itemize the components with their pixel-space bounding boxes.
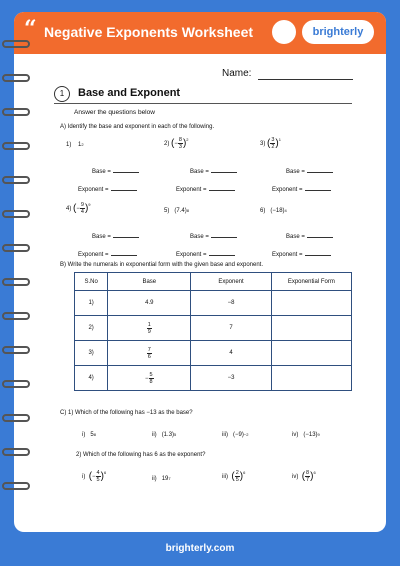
binding-ring [2,278,30,286]
section-title: Base and Exponent [78,87,181,99]
binding-ring [2,210,30,218]
part-c-question-1: C) 1) Which of the following has −13 as the base? [60,410,193,416]
fraction: $\frac{2}{5}$ [235,470,239,483]
fraction: $\frac{8}{7}$ [306,470,310,483]
answer-cell[interactable] [271,366,351,391]
exponent-answer-3: Exponent = [272,187,331,193]
worksheet-header [14,12,386,54]
q1-option-1[interactable]: i) $5^8$ [82,432,96,438]
q2-option-2[interactable]: ii) $19^7$ [152,476,171,482]
section-subtitle: Answer the questions below [74,109,155,116]
fraction: $\frac{3}{2}$ [271,137,275,150]
part-a-item-4: 4) (− $\frac{9}{4}$ )$^9$ [66,202,91,215]
binding-ring [2,380,30,388]
header-exponential-form: Exponential Form [271,273,351,291]
base-answer-3: Base = [286,169,333,175]
base-answer-2: Base = [190,169,237,175]
exponent-table [74,272,352,391]
name-label: Name: [222,68,252,79]
part-a-item-1: 1) $1^2$ [66,142,84,148]
exponent-answer-5: Exponent = [176,252,235,258]
exponent-answer-1: Exponent = [78,187,137,193]
binding-ring [2,142,30,150]
fraction: $\frac{7}{6}$ [147,346,151,360]
part-a-instruction: A) Identify the base and exponent in each of the following. [60,124,215,130]
brighterly-logo: brighterly [302,20,374,44]
q1-option-2[interactable]: ii) $(1.3)^5$ [152,432,177,438]
q1-option-3[interactable]: iii) $(-9)^{-2}$ [222,432,249,438]
exponent-answer-6: Exponent = [272,252,331,258]
binding-ring [2,312,30,320]
fraction: $\frac{1}{9}$ [147,321,151,335]
binding-ring [2,176,30,184]
part-a-item-6: 6) $(-18)^4$ [260,208,287,214]
binding-ring [2,244,30,252]
quote-mark: “ [24,16,37,42]
answer-cell[interactable] [271,341,351,366]
binding-ring [2,448,30,456]
header-sno: S.No [75,273,108,291]
part-b-instruction: B) Write the numerals in exponential form with the given base and exponent. [60,262,264,268]
exponent-answer-2: Exponent = [176,187,235,193]
section-number: 1 [54,86,70,102]
binding-ring [2,414,30,422]
header-circle-icon [272,20,296,44]
header-exponent: Exponent [191,273,271,291]
base-answer-1: Base = [92,169,139,175]
fraction: $\frac{5}{8}$ [149,371,153,385]
worksheet-page [14,12,386,532]
table-header-row [75,273,352,291]
name-line [258,79,353,80]
worksheet-title: Negative Exponents Worksheet [44,24,254,40]
table-row: 1) 4.9 −8 [75,291,352,316]
exponent-answer-4: Exponent = [78,252,137,258]
header-base: Base [108,273,191,291]
binding-ring [2,40,30,48]
base-answer-4: Base = [92,234,139,240]
base-answer-6: Base = [286,234,333,240]
fraction: $\frac{8}{3}$ [178,137,182,150]
q1-option-4[interactable]: iv) $(-13)^9$ [292,432,320,438]
fraction: $\frac{4}{5}$ [96,470,100,483]
answer-cell[interactable] [271,316,351,341]
answer-cell[interactable] [271,291,351,316]
base-answer-5: Base = [190,234,237,240]
q2-option-1[interactable]: i) (− $\frac{4}{5}$ )$^6$ [82,470,107,483]
part-a-item-2: 2) (− $\frac{8}{3}$ )$^2$ [164,137,189,150]
part-a-item-3: 3) ( $\frac{3}{2}$ )$^1$ [260,137,281,150]
q2-option-3[interactable]: iii) ( $\frac{2}{5}$ )$^6$ [222,470,246,483]
table-row: 2) $\frac{1}{9}$ 7 [75,316,352,341]
binding-ring [2,74,30,82]
q2-option-4[interactable]: iv) ( $\frac{8}{7}$ )$^6$ [292,470,316,483]
table-row: 4) − $\frac{5}{8}$ −3 [75,366,352,391]
part-c-question-2: 2) Which of the following has 6 as the exponent? [76,452,206,458]
section-heading [54,86,352,104]
binding-ring [2,482,30,490]
table-row: 3) $\frac{7}{6}$ 4 [75,341,352,366]
binding-ring [2,108,30,116]
binding-ring [2,346,30,354]
footer-url[interactable]: brighterly.com [165,543,235,554]
part-a-item-5: 5) $(7.4)^8$ [164,208,189,214]
fraction: $\frac{9}{4}$ [80,202,84,215]
